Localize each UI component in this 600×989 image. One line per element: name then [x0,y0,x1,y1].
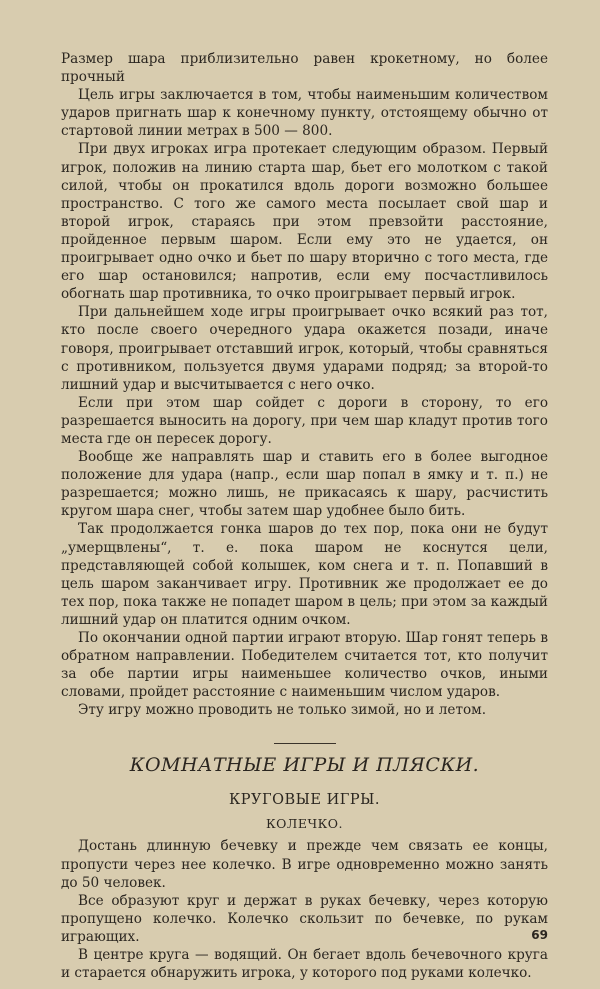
section-title: КОМНАТНЫЕ ИГРЫ И ПЛЯСКИ. [129,754,480,777]
section-divider [274,743,336,744]
paragraph: Если при этом шар сойдет с дороги в сторону, то его разрешается выносить на дорогу, при чем шар кладут против того места где он пересек дорогу. [61,394,548,447]
paragraph: Вообще же направлять шар и ставить его в более выгодное положение для удара (напр., если шар попал в ямку и т. п.) не разрешается; можно лишь, не прикасаясь к шару, расчистить кругом шара снег, чтобы затем шар удобнее было бить. [61,449,548,520]
body-text-top [61,50,548,719]
paragraph: Все образуют круг и держат в руках бечевку, через которую пропущено колечко. Колечко скользит по бечевке, по рукам играющих. [61,892,548,945]
paragraph: Достань длинную бечевку и прежде чем связать ее концы, пропусти через нее колечко. В игре одновременно можно занять до 50 человек. [61,838,548,891]
subsection-title: КРУГОВЫЕ ИГРЫ. [229,792,380,809]
paragraph: Цель игры заключается в том, чтобы наименьшим количеством ударов пригнать шар к конечному пункту, отстоящему обычно от стартовой линии метрах в 500 — 800. [61,87,548,140]
paragraph: Эту игру можно проводить не только зимой, но и летом. [78,702,487,719]
body-text-bottom [61,837,548,982]
paragraph: Так продолжается гонка шаров до тех пор, пока они не будут „умерщвлены“, т. е. пока шаром не коснутся цели, представляющей собой колышек, ком снега и т. п. Попавший в цель шаром заканчивает игру. Противник же продолжает ее до тех пор, пока также не попадет шаром в цель; при этом за каждый лишний удар он платится одним очком. [61,521,548,628]
paragraph: В центре круга — водящий. Он бегает вдоль бечевочного круга и старается обнаружить игрока, у которого под руками колечко. [61,947,548,982]
game-title: КОЛЕЧКО. [265,816,344,832]
paragraph: При двух игроках игра протекает следующим образом. Первый игрок, положив на линию старта шар, бьет его молотком с такой силой, чтобы он прокатился вдоль дороги возможно большее пространство. С того же самого места посылает свой шар и второй игрок, стараясь при этом превзойти расстояние, пройденное первым шаром. Если ему это не удается, он проигрывает одно очко и бьет по шару вторично с того места, где его шар остановился; напротив, если ему посчастливилось обогнать шар противника, то очко проигрывает первый игрок. [61,141,548,303]
paragraph: По окончании одной партии играют вторую. Шар гонят теперь в обратном направлении. Победителем считается тот, кто получит за обе партии игры наименьшее количество очков, иными словами, пройдет расстояние с наименьшим числом ударов. [61,630,548,701]
page-number: 69 [531,928,548,942]
paragraph: Размер шара приблизительно равен крокетному, но более прочный [61,51,548,86]
paragraph: При дальнейшем ходе игры проигрывает очко всякий раз тот, кто после своего очередного удара окажется позади, иначе говоря, проигрывает отставший игрок, который, чтобы сравняться с противником, пользуется двумя ударами подряд; за второй-то лишний удар и высчитывается с него очко. [61,304,548,393]
